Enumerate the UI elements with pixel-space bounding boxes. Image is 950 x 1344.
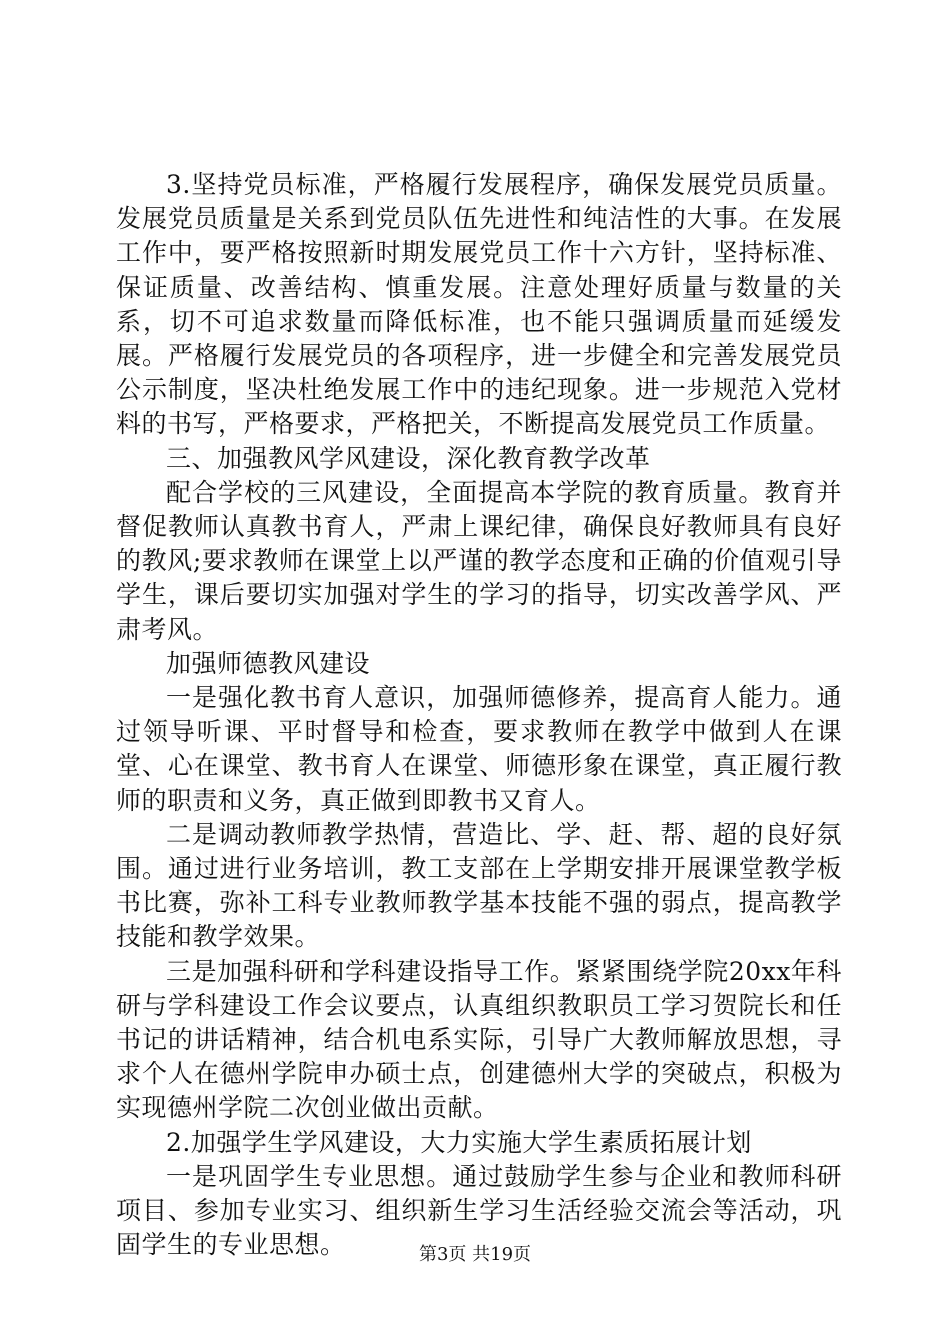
document-body [116,168,842,1263]
paragraph-party-member-standards: 3.坚持党员标准，严格履行发展程序，确保发展党员质量。发展党员质量是关系到党员队伍先进性和纯洁性的大事。在发展工作中，要严格按照新时期发展党员工作十六方针，坚持标准、保证质量、改善结构、慎重发展。注意处理好质量与数量的关系，切不可追求数量而降低标准，也不能只强调质量而延缓发展。严格履行发展党员的各项程序，进一步健全和完善发展党员公示制度，坚决杜绝发展工作中的违纪现象。进一步规范入党材料的书写，严格要求，严格把关，不断提高发展党员工作质量。 [116,170,842,439]
section-heading-teaching-style: 三、加强教风学风建设，深化教育教学改革 [166,443,651,473]
paragraph-teaching-enthusiasm: 二是调动教师教学热情，营造比、学、赶、帮、超的良好氛围。通过进行业务培训，教工支部在上学期安排开展课堂教学板书比赛，弥补工科专业教师教学基本技能不强的弱点，提高教学技能和教学效果。 [116,819,842,952]
paragraph-research-guidance: 三是加强科研和学科建设指导工作。紧紧围绕学院20xx年科研与学科建设工作会议要点，认真组织教职员工学习贺院长和任书记的讲话精神，结合机电系实际，引导广大教师解放思想，寻求个人在德州学院申办硕士点，创建德州大学的突破点，积极为实现德州学院二次创业做出贡献。 [116,956,842,1123]
subheading-student-study-style: 2.加强学生学风建设，大力实施大学生素质拓展计划 [166,1127,752,1157]
paragraph-professional-thinking: 一是巩固学生专业思想。通过鼓励学生参与企业和教师科研项目、参加专业实习、组织新生学习生活经验交流会等活动，巩固学生的专业思想。 [116,1161,842,1260]
paragraph-educating-awareness: 一是强化教书育人意识，加强师德修养，提高育人能力。通过领导听课、平时督导和检查，要求教师在教学中做到人在课堂、心在课堂、教书育人在课堂、师德形象在课堂，真正履行教师的职责和义务，真正做到即教书又育人。 [116,683,842,815]
page-number-footer: 第3页 共19页 [418,1244,532,1265]
subheading-teacher-ethics: 加强师德教风建设 [166,648,371,678]
paragraph-three-styles: 配合学校的三风建设，全面提高本学院的教育质量。教育并督促教师认真教书育人，严肃上课纪律，确保良好教师具有良好的教风;要求教师在课堂上以严谨的教学态度和正确的价值观引导学生，课后要切实加强对学生的学习的指导，切实改善学风、严肃考风。 [116,477,842,644]
